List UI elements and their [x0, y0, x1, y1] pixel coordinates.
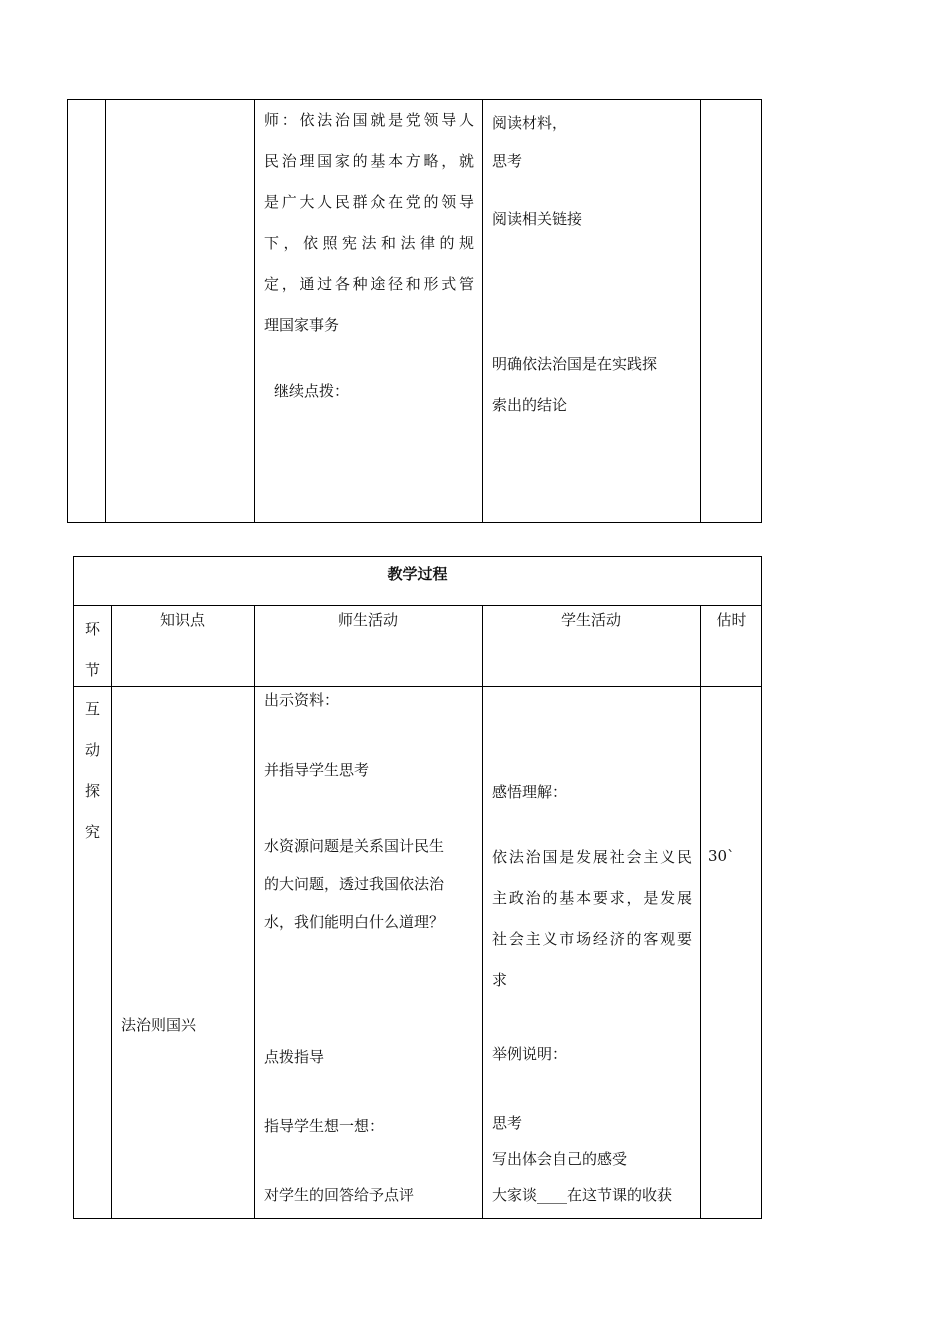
teacher-show-material: 出示资料：: [264, 691, 340, 709]
time-estimate: 30`: [708, 847, 735, 865]
teacher-think-more: 指导学生想一想：: [264, 1117, 385, 1135]
teacher-question: 水资源问题是关系国计民生 的大问题，透过我国依法治 水，我们能明白什么道理？: [264, 837, 445, 931]
teacher-followup: 继续点拨：: [274, 382, 350, 400]
student-read-material: 阅读材料， 思考: [492, 114, 568, 170]
stage-interactive-explore: 互 动 探 究: [84, 700, 100, 841]
table-title: 教学过程: [387, 565, 448, 583]
student-think: 思考: [492, 1114, 523, 1132]
student-feel: 感悟理解：: [492, 783, 568, 801]
header-knowledge: 知识点: [159, 611, 205, 629]
student-example: 举例说明：: [492, 1045, 568, 1063]
student-write: 写出体会自己的感受: [492, 1150, 628, 1168]
student-read-link: 阅读相关链接: [492, 210, 583, 228]
student-clarify: 明确依法治国是在实践探 索出的结论: [492, 355, 658, 414]
teacher-guide-think: 并指导学生思考: [264, 761, 370, 779]
knowledge-point: 法治则国兴: [121, 1016, 197, 1034]
header-time: 估时: [716, 611, 747, 629]
student-discuss: 大家谈____在这节课的收获: [492, 1186, 673, 1204]
teacher-comment: 对学生的回答给予点评: [264, 1186, 415, 1204]
student-answer: 依法治国是发展社会主义民 主政治的基本要求，是发展 社会主义市场经济的客观要 求: [492, 848, 692, 989]
table-continuation: [67, 99, 762, 523]
table-teaching-process: [73, 556, 762, 1219]
header-teacher: 师生活动: [337, 611, 398, 629]
header-student: 学生活动: [560, 611, 621, 629]
teacher-explanation: 师：依法治国就是党领导人 民治理国家的基本方略，就 是广大人民群众在党的领导 下，依照宪法和法律的规 定，通过各种途径和形式管 理国家事务: [264, 111, 474, 334]
teacher-hint: 点拨指导: [264, 1048, 325, 1066]
header-stage: 环 节: [84, 620, 100, 679]
